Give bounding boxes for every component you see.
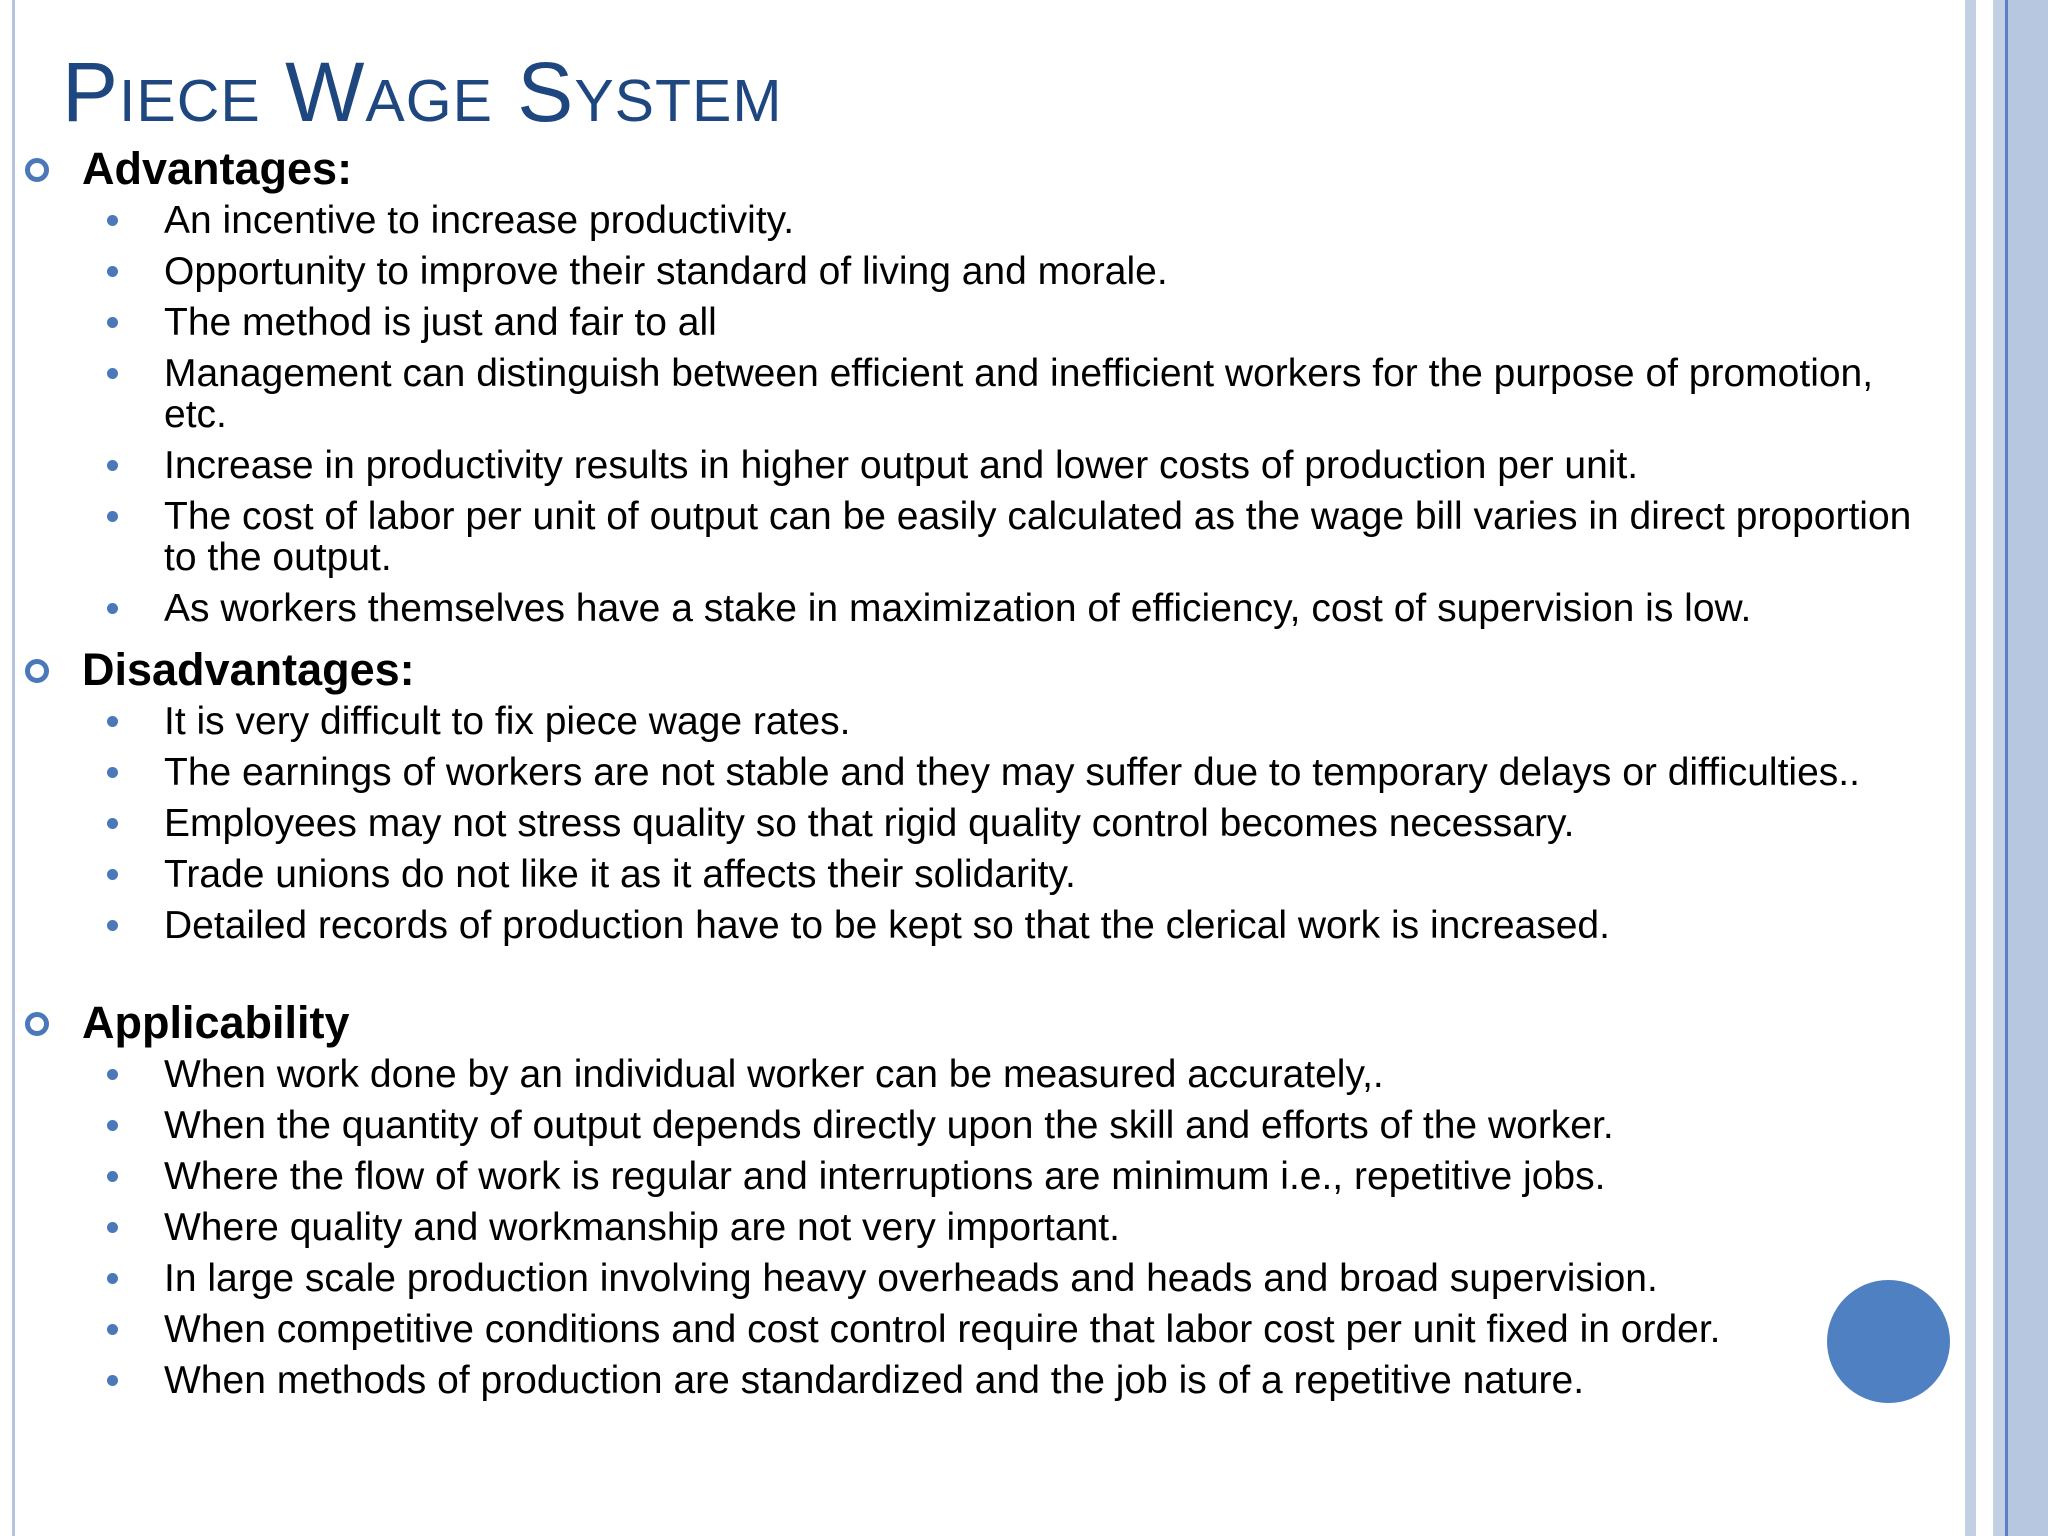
list-item-text: Increase in productivity results in higher output and lower costs of production per unit.	[164, 444, 1639, 487]
section-heading	[0, 639, 1950, 701]
list-item-text: Opportunity to improve their standard of living and morale.	[164, 250, 1168, 293]
bullet-list	[0, 701, 1950, 946]
dot-bullet-icon	[107, 1375, 118, 1386]
dot-bullet-icon	[107, 266, 118, 277]
slide-right-border	[1965, 0, 2048, 1536]
ring-bullet-icon	[25, 1012, 49, 1036]
list-item-text: Where quality and workmanship are not very important.	[164, 1206, 1120, 1249]
section-advantages	[0, 138, 1950, 629]
bullet-list	[0, 1054, 1950, 1401]
dot-bullet-icon	[107, 1120, 118, 1131]
dot-bullet-icon	[107, 603, 118, 614]
dot-bullet-icon	[107, 460, 118, 471]
dot-bullet-icon	[107, 716, 118, 727]
list-item-text: When competitive conditions and cost control require that labor cost per unit fixed in order.	[164, 1308, 1721, 1351]
ring-bullet-icon	[25, 659, 49, 683]
dot-bullet-icon	[107, 1222, 118, 1233]
list-item	[0, 445, 1950, 486]
dot-bullet-icon	[107, 317, 118, 328]
dot-bullet-icon	[107, 818, 118, 829]
list-item	[0, 752, 1950, 793]
list-item-text: Where the flow of work is regular and interruptions are minimum i.e., repetitive jobs.	[164, 1155, 1606, 1198]
dot-bullet-icon	[107, 869, 118, 880]
section-heading	[0, 138, 1950, 200]
list-item-text: When methods of production are standardized and the job is of a repetitive nature.	[164, 1359, 1585, 1402]
list-item-text: Trade unions do not like it as it affects their solidarity.	[164, 853, 1076, 896]
list-item	[0, 803, 1950, 844]
list-item-text: When the quantity of output depends directly upon the skill and efforts of the worker.	[164, 1104, 1614, 1147]
section-heading-label: Advantages:	[82, 143, 353, 194]
list-item-text: When work done by an individual worker can be measured accurately,.	[164, 1053, 1384, 1096]
list-item	[0, 905, 1950, 946]
list-item-text: The earnings of workers are not stable and they may suffer due to temporary delays or difficulties..	[164, 751, 1860, 794]
list-item	[0, 200, 1950, 241]
list-item-text: An incentive to increase productivity.	[164, 199, 795, 242]
section-heading	[0, 992, 1950, 1054]
list-item-text: It is very difficult to fix piece wage rates.	[164, 700, 851, 743]
list-item	[0, 854, 1950, 895]
ring-bullet-icon	[25, 158, 49, 182]
list-item-text: As workers themselves have a stake in maximization of efficiency, cost of supervision is low.	[164, 587, 1752, 630]
section-heading-label: Disadvantages:	[82, 644, 415, 695]
border-stripe	[1965, 0, 1976, 1536]
dot-bullet-icon	[107, 511, 118, 522]
list-item	[0, 1309, 1950, 1350]
circle-button-icon[interactable]	[1827, 1280, 1950, 1403]
dot-bullet-icon	[107, 920, 118, 931]
dot-bullet-icon	[107, 368, 118, 379]
list-item-text: The method is just and fair to all	[164, 301, 717, 344]
dot-bullet-icon	[107, 215, 118, 226]
list-item	[0, 701, 1950, 742]
list-item-text: In large scale production involving heavy overheads and heads and broad supervision.	[164, 1257, 1658, 1300]
list-item	[0, 353, 1950, 435]
slide-title: Piece Wage System	[62, 45, 783, 139]
section-applicability	[0, 992, 1950, 1401]
dot-bullet-icon	[107, 767, 118, 778]
list-item-text: The cost of labor per unit of output can be easily calculated as the wage bill varies in direct proportion to the output.	[164, 495, 1912, 579]
list-item	[0, 1105, 1950, 1146]
list-item-text: Employees may not stress quality so that rigid quality control becomes necessary.	[164, 802, 1575, 845]
list-item	[0, 1156, 1950, 1197]
section-disadvantages	[0, 639, 1950, 946]
dot-bullet-icon	[107, 1069, 118, 1080]
list-item	[0, 1360, 1950, 1401]
bullet-list	[0, 200, 1950, 629]
border-stripe	[2008, 0, 2048, 1536]
dot-bullet-icon	[107, 1171, 118, 1182]
list-item	[0, 588, 1950, 629]
list-item-text: Detailed records of production have to be kept so that the clerical work is increased.	[164, 904, 1610, 947]
dot-bullet-icon	[107, 1273, 118, 1284]
slide-content	[0, 138, 1950, 1411]
border-stripe	[1993, 0, 2005, 1536]
list-item	[0, 1258, 1950, 1299]
list-item	[0, 1054, 1950, 1095]
list-item	[0, 251, 1950, 292]
list-item	[0, 1207, 1950, 1248]
dot-bullet-icon	[107, 1324, 118, 1335]
list-item	[0, 496, 1950, 578]
section-heading-label: Applicability	[82, 997, 350, 1048]
list-item	[0, 302, 1950, 343]
list-item-text: Management can distinguish between efficient and inefficient workers for the purpose of promotion, etc.	[164, 352, 1874, 436]
